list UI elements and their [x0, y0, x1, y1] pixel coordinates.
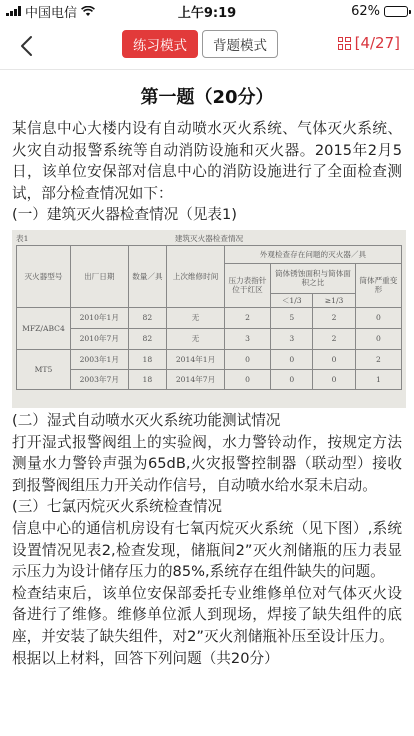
nav-bar — [0, 22, 414, 70]
header-date: 出厂日期 — [70, 245, 128, 307]
header-repair: 上次维修时间 — [167, 245, 225, 307]
question-index-button[interactable] — [338, 34, 400, 52]
cell-type: MT5 — [17, 349, 71, 389]
cell-deform: 0 — [355, 328, 401, 349]
table-row — [17, 328, 402, 349]
cell-pressure: 0 — [224, 349, 270, 369]
status-bar — [0, 0, 414, 22]
section-3-heading: (三）七氯丙烷灭火系统检查情况 — [12, 498, 223, 516]
cell-lt: 0 — [271, 349, 313, 369]
question-title: 第一题（20分） — [140, 87, 274, 108]
header-problem-group: 外观检查存在问题的灭火器／具 — [224, 245, 401, 263]
status-right — [351, 4, 408, 19]
question-index: [4/27] — [354, 34, 400, 52]
section-3-text: 信息中心的通信机房设有七氧丙烷灭火系统（见下图）,系统设置情况见表2,检查发现，储瓶间2”灭火剂储瓶的压力表显示压力为设计储存压力的85%,系统存在组件缺失的问题。 — [12, 519, 402, 581]
extinguisher-table — [16, 245, 402, 390]
cell-date: 2010年1月 — [70, 307, 128, 328]
cell-ge: 2 — [313, 328, 355, 349]
cell-pressure: 2 — [224, 307, 270, 328]
cell-qty: 82 — [128, 307, 167, 328]
back-button[interactable] — [14, 32, 38, 60]
cell-date: 2010年7月 — [70, 328, 128, 349]
grid-icon — [338, 37, 351, 50]
status-time: 上午9:19 — [177, 5, 237, 21]
cell-lt: 5 — [271, 307, 313, 328]
battery-icon — [384, 6, 408, 17]
table-number: 表1 — [16, 234, 29, 244]
header-type: 灭火器型号 — [17, 245, 71, 307]
cell-repair: 2014年1月 — [167, 349, 225, 369]
cell-ge: 2 — [313, 307, 355, 328]
cell-deform: 2 — [355, 349, 401, 369]
cell-lt: 0 — [271, 369, 313, 389]
chevron-left-icon — [19, 35, 33, 57]
table-title: 建筑灭火器检查情况 — [174, 234, 244, 244]
cell-deform: 1 — [355, 369, 401, 389]
cell-ge: 0 — [313, 369, 355, 389]
status-left — [6, 2, 95, 21]
recite-mode-button[interactable]: 背题模式 — [202, 30, 278, 58]
header-lt: ＜1/3 — [271, 293, 313, 307]
mode-switch — [122, 30, 278, 58]
table-row — [17, 307, 402, 328]
cell-repair: 无 — [167, 307, 225, 328]
header-deform: 筒体严重变形 — [355, 263, 401, 307]
cell-type: MFZ/ABC4 — [17, 307, 71, 349]
section-3-text-2: 检查结束后，该单位安保部委托专业维修单位对气体灭火设备进行了维修。维修单位派人到现场，焊接了缺失组件的底座，并安装了缺失组件，对2”灭火剂储瓶补压至设计压力。 — [12, 584, 402, 645]
cell-date: 2003年1月 — [70, 349, 128, 369]
header-pressure: 压力表指针位于红区 — [224, 263, 270, 307]
extinguisher-table-image — [12, 230, 406, 408]
questions-lead-in: 根据以上材料，回答下列问题（共20分） — [12, 649, 279, 667]
cell-deform: 0 — [355, 307, 401, 328]
header-ge: ≥1/3 — [313, 293, 355, 307]
table-row — [17, 369, 402, 389]
header-qty: 数量／具 — [128, 245, 167, 307]
cell-pressure: 3 — [224, 328, 270, 349]
practice-mode-button[interactable]: 练习模式 — [122, 30, 198, 58]
cell-lt: 3 — [271, 328, 313, 349]
header-corrosion: 筒体锈蚀面积与简体面积之比 — [271, 263, 356, 293]
cell-qty: 18 — [128, 369, 167, 389]
section-1-heading: (一）建筑灭火器检查情况（见表1) — [12, 206, 237, 224]
cell-repair: 2014年7月 — [167, 369, 225, 389]
section-2-text: 打开湿式报警阀组上的实验阀，水力警铃动作，按规定方法测量水力警铃声强为65dB,火灾报警控制器（联动型）接收到报警阀组压力开关动作信号，自动喷水给水泵未启动。 — [12, 433, 402, 494]
cell-pressure: 0 — [224, 369, 270, 389]
table-caption — [16, 233, 402, 245]
cell-date: 2003年7月 — [70, 369, 128, 389]
wifi-icon — [81, 6, 95, 16]
table-row — [17, 349, 402, 369]
carrier-label: 中国电信 — [25, 5, 78, 21]
question-content — [0, 78, 414, 669]
battery-percent: 62% — [351, 3, 380, 19]
cell-qty: 82 — [128, 328, 167, 349]
signal-icon — [6, 6, 21, 16]
cell-ge: 0 — [313, 349, 355, 369]
cell-repair: 无 — [167, 328, 225, 349]
question-intro: 某信息中心大楼内设有自动喷水灭火系统、气体灭火系统、火灾自动报警系统等自动消防设施和灭火器。2015年2月5日，该单位安保部对信息中心的消防设施进行了全面检查测试，部分检查情况如下： — [12, 120, 402, 202]
cell-qty: 18 — [128, 349, 167, 369]
section-2-heading: (二）湿式自动喷水灭火系统功能测试情况 — [12, 411, 281, 429]
